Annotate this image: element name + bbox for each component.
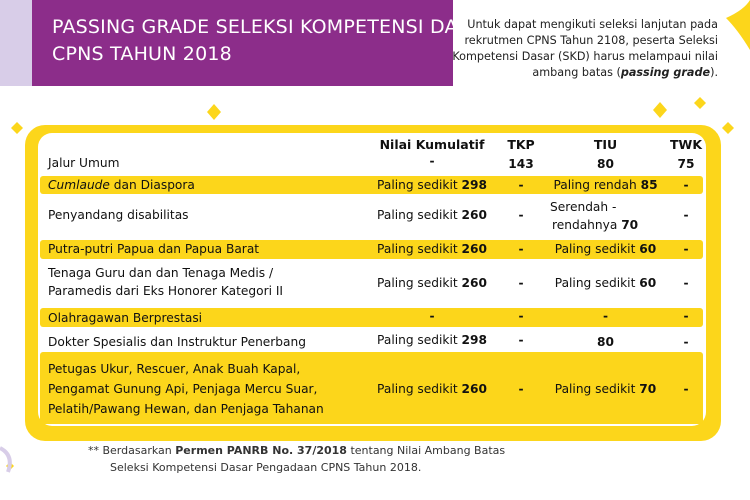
kumulatif-number: 260	[461, 382, 487, 396]
kumulatif-value: -	[429, 154, 435, 168]
tiu-value: -	[602, 309, 609, 323]
kumulatif-prefix: Paling sedikit	[377, 276, 462, 290]
twk-value: -	[683, 335, 689, 349]
row-label	[48, 264, 358, 300]
row-label-line-1: Tenaga Guru dan dan Tenaga Medis /	[48, 266, 274, 280]
row-label-emphasis: Cumlaude	[48, 178, 110, 192]
tiu-number: 85	[640, 178, 658, 192]
tiu-prefix: Paling sedikit	[554, 382, 640, 396]
twk-value: -	[683, 309, 689, 323]
footnote-line-1	[88, 442, 505, 459]
twk-value: -	[683, 242, 689, 256]
kumulatif-prefix: Paling sedikit	[377, 242, 462, 256]
tiu-number: 60	[639, 276, 657, 290]
kumulatif-number: 298	[461, 178, 487, 192]
tiu-value	[550, 198, 673, 234]
tiu-line-2	[550, 216, 673, 234]
row-label-line-3: Pelatih/Pawang Hewan, dan Penjaga Tahanan	[48, 402, 324, 416]
footnote	[88, 442, 505, 476]
tiu-value	[544, 176, 667, 194]
header-tkp: TKP	[507, 137, 535, 152]
kumulatif-value	[362, 380, 502, 398]
tiu-line-1: Serendah -	[550, 200, 617, 214]
row-label: Olahragawan Berprestasi	[48, 311, 203, 325]
kumulatif-number: 260	[461, 242, 487, 256]
row-label	[48, 176, 358, 194]
tiu-value	[544, 380, 667, 398]
header-tiu: TIU	[593, 137, 618, 152]
footnote-suffix: tentang Nilai Ambang Batas	[346, 444, 506, 457]
intro-text	[448, 17, 718, 81]
kumulatif-prefix: Paling sedikit	[377, 382, 462, 396]
tkp-value: -	[518, 382, 524, 396]
tiu-number: 70	[621, 218, 639, 232]
twk-value: -	[683, 276, 689, 290]
row-label: Putra-putri Papua dan Papua Barat	[48, 242, 260, 256]
row-label: Jalur Umum	[48, 156, 120, 170]
tiu-prefix: Paling sedikit	[554, 242, 640, 256]
tiu-prefix: Paling sedikit	[554, 276, 640, 290]
twk-value: -	[683, 178, 689, 192]
footnote-prefix: ** Berdasarkan	[88, 444, 176, 457]
diamond-icon	[722, 122, 734, 134]
kumulatif-number: 260	[461, 276, 487, 290]
tkp-value: 143	[508, 157, 534, 171]
kumulatif-prefix: Paling sedikit	[377, 333, 462, 347]
header-twk: TWK	[670, 137, 703, 152]
diamond-icon	[653, 102, 667, 118]
footnote-line-2: Seleksi Kompetensi Dasar Pengadaan CPNS Tahun 2018.	[110, 461, 422, 474]
row-label: Dokter Spesialis dan Instruktur Penerbang	[48, 335, 306, 349]
tiu-prefix: rendahnya	[552, 218, 622, 232]
kumulatif-value	[362, 176, 502, 194]
kumulatif-number: 260	[461, 208, 487, 222]
title-banner	[32, 0, 497, 86]
header-nilai-kumulatif: Nilai Kumulatif	[379, 137, 485, 152]
twk-value: -	[683, 208, 689, 222]
intro-body: Untuk dapat mengikuti seleksi lanjutan pada rekrutmen CPNS Tahun 2108, peserta Seleksi Kompetensi Dasar (SKD) harus melampaui nilai ambang batas (	[452, 18, 718, 79]
tiu-value: 80	[597, 157, 614, 171]
curve-shape	[0, 448, 10, 472]
kumulatif-value	[362, 206, 502, 224]
kumulatif-value: -	[429, 309, 435, 323]
tiu-value: 80	[597, 335, 614, 349]
twk-value: 75	[677, 157, 695, 171]
row-label: Penyandang disabilitas	[48, 208, 189, 222]
tiu-number: 70	[639, 382, 657, 396]
tkp-value: -	[518, 333, 524, 347]
diamond-icon	[11, 122, 23, 134]
kumulatif-value	[362, 274, 502, 292]
kumulatif-value	[362, 240, 502, 258]
kumulatif-number: 298	[461, 333, 487, 347]
diamond-icon	[694, 97, 706, 109]
corner-shape	[726, 0, 750, 50]
tkp-value: -	[518, 178, 524, 192]
intro-end: ).	[710, 66, 718, 79]
row-label	[48, 359, 358, 419]
diamond-icon	[207, 104, 221, 120]
kumulatif-prefix: Paling sedikit	[377, 208, 462, 222]
tkp-value: -	[518, 276, 524, 290]
tiu-value	[544, 274, 667, 292]
tkp-value: -	[518, 208, 524, 222]
title-line-2: CPNS TAHUN 2018	[52, 43, 232, 65]
intro-emphasis: passing grade	[620, 66, 711, 79]
row-label-line-1: Petugas Ukur, Rescuer, Anak Buah Kapal,	[48, 362, 301, 376]
tiu-number: 60	[639, 242, 657, 256]
tkp-value: -	[518, 242, 524, 256]
footnote-regulation: Permen PANRB No. 37/2018	[175, 444, 347, 457]
tiu-value	[544, 240, 667, 258]
title-line-1: PASSING GRADE SELEKSI KOMPETENSI DASAR	[52, 16, 497, 38]
kumulatif-prefix: Paling sedikit	[377, 178, 462, 192]
tiu-prefix: Paling rendah	[553, 178, 641, 192]
row-label-line-2: Paramedis dari Eks Honorer Kategori II	[48, 284, 284, 298]
twk-value: -	[683, 382, 689, 396]
kumulatif-value	[362, 331, 502, 349]
tkp-value: -	[518, 309, 524, 323]
row-label-line-2: Pengamat Gunung Api, Penjaga Mercu Suar,	[48, 382, 318, 396]
row-label-rest: dan Diaspora	[109, 178, 195, 192]
corner-shape	[0, 0, 32, 86]
